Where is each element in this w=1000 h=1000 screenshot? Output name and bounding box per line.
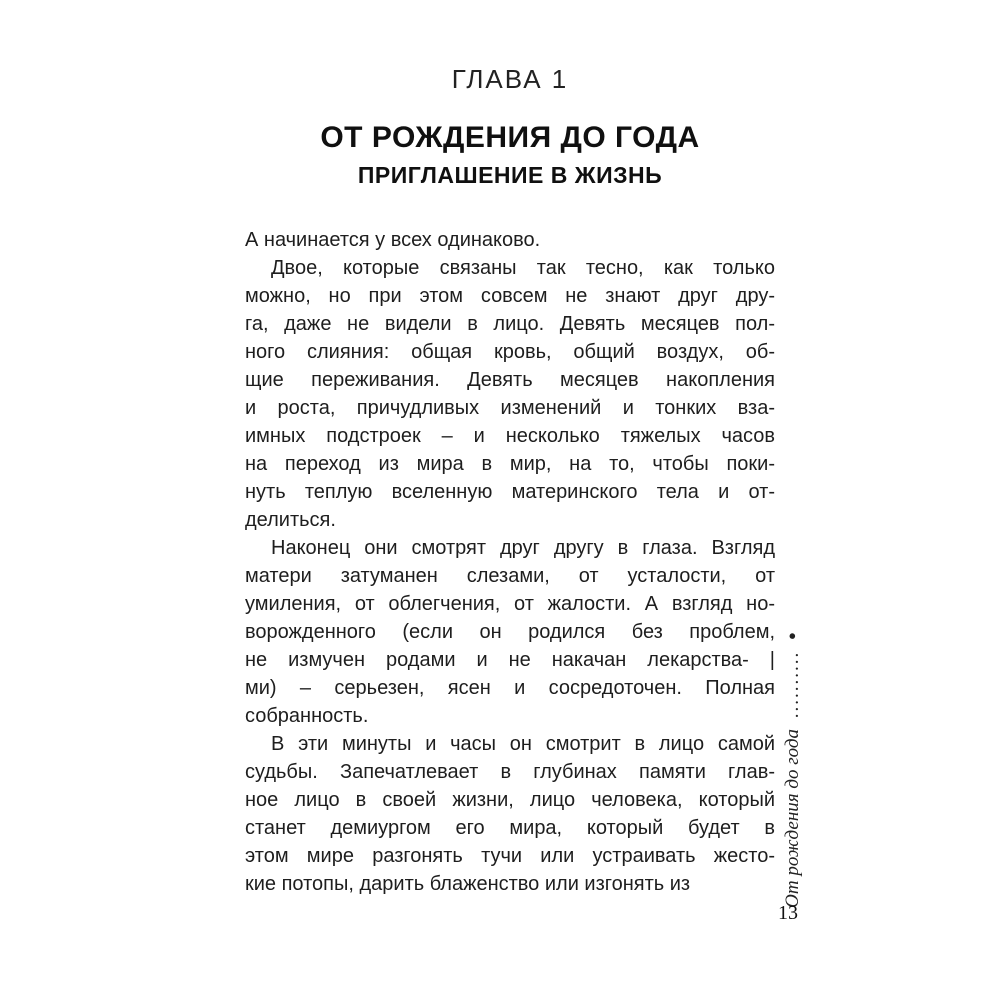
- margin-title: От рождения до года: [782, 729, 803, 908]
- text-line: и роста, причудливых изменений и тонких вза-: [245, 397, 775, 419]
- text-line: можно, но при этом совсем не знают друг дру-: [245, 285, 775, 307]
- body-text: [245, 226, 775, 898]
- text-line: на переход из мира в мир, на то, чтобы поки-: [245, 453, 775, 475]
- chapter-subtitle: ПРИГЛАШЕНИЕ В ЖИЗНЬ: [357, 162, 663, 188]
- margin-dots: ..........: [782, 650, 803, 719]
- text-line: матери затуманен слезами, от усталости, от: [245, 565, 775, 587]
- text-line: га, даже не видели в лицо. Девять месяцев пол-: [245, 313, 775, 335]
- text-line: щие переживания. Девять месяцев накопления: [245, 369, 775, 391]
- text-line: кие потопы, дарить блаженство или изгонять из: [245, 873, 691, 895]
- text-line: Двое, которые связаны так тесно, как только: [271, 257, 775, 279]
- chapter-title: ОТ РОЖДЕНИЯ ДО ГОДА: [320, 121, 700, 154]
- text-line: станет демиургом его мира, который будет в: [245, 817, 775, 839]
- paragraph: [245, 534, 775, 730]
- chapter-header: [245, 64, 775, 189]
- paragraph: [245, 254, 775, 534]
- text-line: имных подстроек – и несколько тяжелых часов: [245, 425, 775, 447]
- page-number: 13: [778, 902, 798, 924]
- margin-running-head: [782, 632, 804, 908]
- text-line: собранность.: [245, 705, 369, 727]
- text-line: нуть теплую вселенную материнского тела и от-: [245, 481, 775, 503]
- margin-bullet-icon: ●: [784, 632, 799, 641]
- text-line: А начинается у всех одинаково.: [245, 229, 541, 251]
- text-line: судьбы. Запечатлевает в глубинах памяти глав-: [245, 761, 775, 783]
- text-line: Наконец они смотрят друг другу в глаза. Взгляд: [271, 537, 775, 559]
- chapter-label: ГЛАВА 1: [451, 64, 569, 94]
- paragraph: [245, 226, 775, 254]
- text-line: делиться.: [245, 509, 336, 531]
- text-line: ворожденного (если он родился без проблем,: [245, 621, 775, 643]
- text-line: ного слияния: общая кровь, общий воздух, об-: [245, 341, 775, 363]
- text-line: не измучен родами и не накачан лекарства- |: [245, 649, 775, 671]
- text-line: умиления, от облегчения, от жалости. А взгляд но-: [245, 593, 775, 615]
- paragraph: [245, 730, 775, 898]
- text-line: ное лицо в своей жизни, лицо человека, который: [245, 789, 775, 811]
- text-line: В эти минуты и часы он смотрит в лицо самой: [271, 733, 775, 755]
- text-line: этом мире разгонять тучи или устраивать жесто-: [245, 845, 775, 867]
- text-line: ми) – серьезен, ясен и сосредоточен. Полная: [245, 677, 775, 699]
